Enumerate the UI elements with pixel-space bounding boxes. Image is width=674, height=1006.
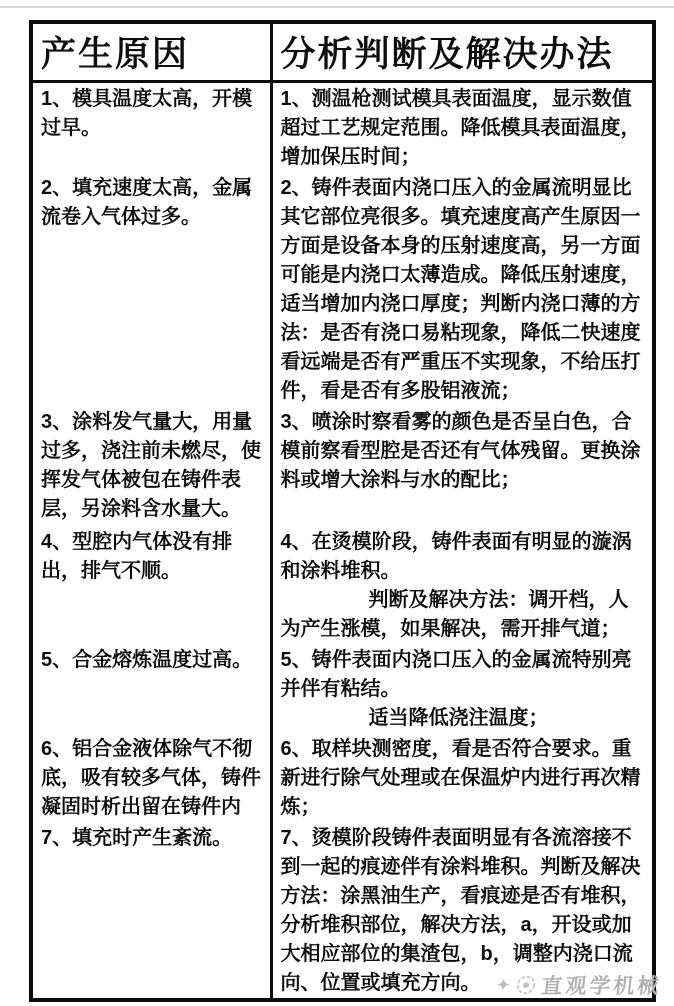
watermark-text: 直观学机械	[540, 975, 664, 998]
solution-cell	[271, 172, 654, 406]
cause-text: 4、型腔内气体没有排出，排气不顺。	[41, 531, 233, 582]
solution-paragraph: 5、铸件表面内浇口压入的金属流特别亮并伴有粘结。	[280, 649, 632, 700]
header-row	[31, 22, 654, 82]
solution-paragraph: 2、铸件表面内浇口压入的金属流明显比其它部位亮很多。填充速度高产生原因一方面是设备本身的压射速度高，另一方面可能是内浇口太薄造成。降低压射速度，适当增加内浇口厚度；判断内浇口薄的方法：是否有浇口易粘现象，降低二快速度看远端是否有严重压不实现象，不给压打件，看是否有多股铝液流；	[280, 177, 641, 402]
sparkle-icon: ✦	[496, 977, 511, 994]
table-row	[31, 172, 654, 406]
table-row	[31, 406, 654, 526]
solution-cell	[271, 526, 654, 644]
eye-logo-icon	[514, 974, 538, 996]
solution-cell	[271, 644, 654, 733]
cause-cell	[31, 526, 271, 644]
solution-cell	[271, 82, 654, 173]
solution-paragraph: 适当降低浇注温度；	[368, 707, 549, 729]
cause-text: 5、合金熔炼温度过高。	[41, 649, 253, 671]
defect-table	[29, 20, 656, 1002]
cause-text: 6、铝合金液体除气不彻底，吸有较多气体，铸件凝固时析出留在铸件内	[41, 738, 261, 818]
table-row	[31, 644, 654, 733]
cause-text: 3、涂料发气量大，用量过多，浇注前未燃尽，使挥发气体被包在铸件表层，另涂料含水量大。	[41, 411, 261, 520]
cause-cell	[31, 406, 271, 526]
table-row	[31, 82, 654, 173]
solution-paragraph: 3、喷涂时察看雾的颜色是否呈白色，合模前察看型腔是否还有气体残留。更换涂料或增大涂料与水的配比；	[280, 411, 641, 491]
solution-cell	[271, 406, 654, 526]
cause-cell	[31, 644, 271, 733]
cause-text: 1、模具温度太高，开模过早。	[41, 88, 253, 139]
cause-cell	[31, 172, 271, 406]
solution-paragraph: 7、烫模阶段铸件表面明显有各流溶接不到一起的痕迹伴有涂料堆积。判断及解决方法：涂黑油生产，看痕迹是否有堆积，分析堆积部位，解决方法，a，开设或加大相应部位的集渣包，b，调整内浇口流向、位置或填充方向。	[280, 827, 641, 994]
cause-cell	[31, 822, 271, 1000]
cause-column-header: 产生原因	[31, 22, 271, 82]
solution-paragraph: 6、取样块测密度，看是否符合要求。重新进行除气处理或在保温炉内进行再次精炼；	[280, 738, 641, 818]
cause-text: 7、填充时产生紊流。	[41, 827, 233, 849]
table-row	[31, 526, 654, 644]
solution-paragraph: 1、测温枪测试模具表面温度，显示数值超过工艺规定范围。降低模具表面温度，增加保压时间；	[280, 88, 641, 168]
solution-paragraph: 4、在烫模阶段，铸件表面有明显的漩涡和涂料堆积。	[280, 531, 632, 582]
cause-text: 2、填充速度太高，金属流卷入气体过多。	[41, 177, 253, 228]
cause-cell	[31, 82, 271, 173]
cause-cell	[31, 733, 271, 822]
watermark	[496, 970, 664, 1000]
solution-column-header: 分析判断及解决办法	[271, 22, 654, 82]
page-top-edge	[0, 6, 674, 8]
solution-paragraph: 判断及解决方法：调开档，人为产生涨模，如果解决，需开排气道；	[280, 589, 629, 640]
solution-cell	[271, 733, 654, 822]
table-row	[31, 733, 654, 822]
